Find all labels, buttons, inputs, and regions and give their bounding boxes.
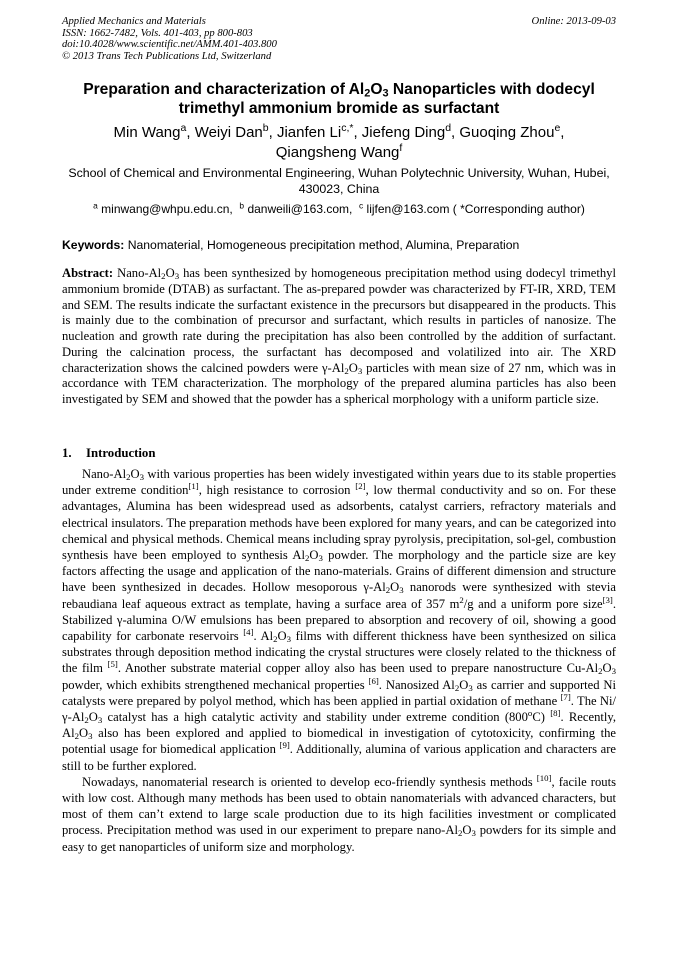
author: Jianfen Li bbox=[276, 124, 342, 141]
keywords bbox=[62, 238, 616, 253]
intro-paragraph: Nowadays, nanomaterial research is oriented to develop eco-friendly synthesis methods [10], facile routs with low cost. Although many methods has been used to obtain nanomaterials with advanced characters, but most of them can’t extend to large scale production due to its high facilities investment or complicated process. Precipitation method was used in our experiment to prepare nano-$Al_2O_3$ powders for its simple and easy to get nanoparticles of uniform size and morphology. bbox=[62, 773, 616, 854]
journal-header bbox=[62, 16, 616, 62]
copyright-line: © 2013 Trans Tech Publications Ltd, Switzerland bbox=[62, 50, 272, 62]
email-a: minwang@whpu.edu.cn, bbox=[101, 202, 233, 216]
author: Jiefeng Ding bbox=[361, 124, 446, 141]
online-date: Online: 2013-09-03 bbox=[531, 16, 616, 27]
author-list: Min Wang$^a$, Weiyi Dan$^b$, Jianfen $Li^{c,*}$, Jiefeng Ding$^d$, Guoqing Zhou$^e$, Qiangsheng Wang$^f$ bbox=[113, 122, 565, 161]
author: Weiyi Dan bbox=[194, 124, 263, 141]
abstract-label: Abstract: bbox=[62, 266, 114, 280]
author-emails: $^a$ minwang@whpu.edu.cn, $^b$ danweili@163.com, $^c$ lijfen@163.com ( *Corresponding author) bbox=[93, 200, 585, 216]
email-c: lijfen@163.com ( *Corresponding author) bbox=[366, 202, 585, 216]
keywords-label: Keywords: bbox=[62, 238, 125, 252]
section-heading-introduction: 1. Introduction bbox=[62, 446, 156, 460]
author: Guoqing Zhou bbox=[459, 124, 555, 141]
issn-line: ISSN: 1662-7482, Vols. 401-403, pp 800-803 bbox=[62, 27, 253, 39]
email-b: danweili@163.com, bbox=[247, 202, 353, 216]
introduction-body bbox=[62, 466, 616, 855]
affiliation: School of Chemical and Environmental Engineering, Wuhan Polytechnic University, Wuhan, Hubei, 430023, China bbox=[68, 166, 610, 196]
abstract: Abstract: Nano-$Al_2O_3$ has been synthesized by homogeneous precipitation method using dodecyl trimethyl ammonium bromide (DTAB) as surfactant. The as-prepared powder was characterized by FT-IR, XRD, TEM and SEM. The results indicate the surfactant existence in the precursors but disappeared in the products. This is mainly due to the combination of precursor and surfactant, which results in particles of nanosize. The nucleation and growth rate during the precipitation has also been controlled by the addition of surfactant. During the calcination process, the surfactant has decomposed and volatilized into air. The XRD characterization shows the calcined powders were $\gamma-Al_2O_3$ particles with mean size of 27 nm, which was in accordance with TEM characterization. The morphology of the prepared alumina particles has also been investigated by SEM and showed that the powder has a spherical morphology with a uniform particle size. bbox=[62, 266, 616, 406]
keywords-text: Nanomaterial, Homogeneous precipitation method, Alumina, Preparation bbox=[127, 238, 520, 252]
journal-name: Applied Mechanics and Materials bbox=[62, 16, 206, 27]
intro-paragraph: Nano-$Al_2O_3$ with various properties has been widely investigated within years due to its stable properties under extreme condition[1], high resistance to corrosion [2], low thermal conductivity and so on. For these advantages, Alumina has been widespread used as adsorbents, catalyst carriers, refractory materials and electrical insulators. The preparation methods have been explored for many years, and can be categorized into chemical and physical methods. Chemical means including spray pyrolysis, precipitation, sol-gel, combustion synthesis have been employed to synthesis $Al_2O_3$ powder. The morphology and the particle size are key factors affecting the usage and application of the nano-materials. Grains of different dimension and structure have been synthesized in decades. Hollow mesoporous $\gamma-Al_2O_3$ nanorods were synthesized with stevia rebaudiana leaf aqueous extract as template, having a surface area of 357 $m^2/g$ and a uniform pore size[3]. Stabilized γ-alumina O/W emulsions has been prepared to absorption and recovery of oil, showing a good capability for carbonate reservoirs [4]. $Al_2O_3$ films with different thickness have been synthesized on silica substrates through deposition method indicating the crystal structures were closely related to the thickness of the film [5]. Another substrate material copper alloy also has been used to prepare nanostructure $Cu-Al_2O_3$ powder, which exhibits strengthened mechanical properties [6]. Nanosized $Al_2O_3$ as carrier and supported Ni catalysts were prepared by polyol method, which has been applied in partial oxidation of methane [7]. The $Ni/\gamma-Al_2O_3$ catalyst has a high catalytic activity and stability under extreme condition (800$^o$C) [8]. Recently, $Al_2O_3$ also has been explored and applied to biomedical in investigation of cytotoxicity, confirming the potential usage for biomedical application [9]. Additionally, alumina of various application and characters are still to be further explored. bbox=[62, 467, 617, 773]
doi-line: doi:10.4028/www.scientific.net/AMM.401-403.800 bbox=[62, 39, 277, 50]
paper-title: Preparation and characterization of $Al_2O_3$ Nanoparticles with dodecyl trimethyl ammonium bromide as surfactant bbox=[83, 81, 595, 117]
author: Min Wang bbox=[113, 124, 181, 141]
author: Qiangsheng Wang bbox=[275, 144, 400, 161]
